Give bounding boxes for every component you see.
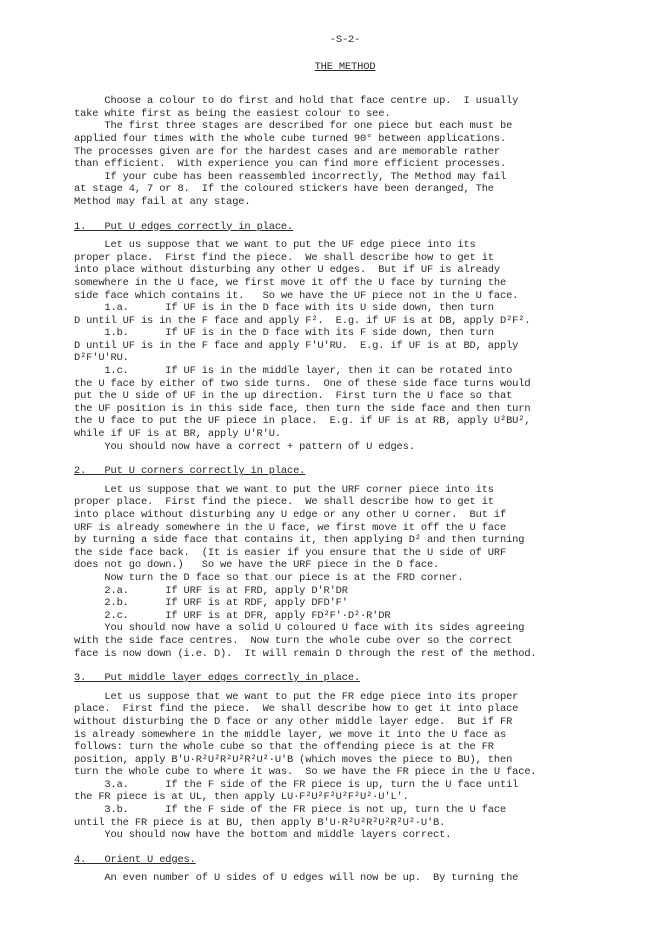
section-number: 4. bbox=[74, 853, 87, 866]
section-3 bbox=[74, 672, 616, 842]
section-line: You should now have a solid U coloured U face with its sides agreeing bbox=[74, 622, 525, 635]
section-line: the UF position is in this side face, then turn the side face and then turn bbox=[74, 402, 531, 415]
section-line: into place without disturbing any other U edges. But if UF is already bbox=[74, 264, 500, 277]
section-line: face is now down (i.e. D). It will remain D through the rest of the method. bbox=[74, 647, 537, 660]
section-heading bbox=[74, 465, 616, 478]
section-line: Now turn the D face so that our piece is at the FRD corner. bbox=[74, 571, 464, 584]
intro-line: The first three stages are described for one piece but each must be bbox=[74, 120, 513, 133]
section-line: 3.b. If the F side of the FR piece is not up, turn the U face bbox=[74, 804, 507, 817]
intro-paragraph bbox=[74, 95, 616, 208]
section-line: Let us suppose that we want to put the FR edge piece into its proper bbox=[74, 690, 519, 703]
section-line: put the U side of UF in the up direction. First turn the U face so that bbox=[74, 390, 513, 403]
section-line: 1.b. If UF is in the D face with its F side down, then turn bbox=[74, 327, 494, 340]
section-line: side face which contains it. So we have the UF piece not in the U face. bbox=[74, 289, 519, 302]
section-line: the U face to put the UF piece in place. E.g. if UF is at RB, apply U²BU², bbox=[74, 415, 531, 428]
section-line: 1.a. If UF is in the D face with its U side down, then turn bbox=[74, 302, 494, 315]
section-heading bbox=[74, 672, 616, 685]
section-line: An even number of U sides of U edges will now be up. By turning the bbox=[74, 872, 519, 885]
intro-line: Choose a colour to do first and hold that face centre up. I usually bbox=[74, 95, 519, 108]
section-line: proper place. First find the piece. We shall describe how to get it bbox=[74, 251, 494, 264]
section-line: without disturbing the D face or any other middle layer edge. But if FR bbox=[74, 715, 513, 728]
section-line: follows: turn the whole cube so that the offending piece is at the FR bbox=[74, 741, 494, 754]
section-number: 3. bbox=[74, 672, 87, 685]
intro-line: applied four times with the whole cube turned 90° between applications. bbox=[74, 132, 507, 145]
section-line: 2.b. If URF is at RDF, apply DFD'F' bbox=[74, 597, 348, 610]
section-line: proper place. First find the piece. We shall describe how to get it bbox=[74, 496, 494, 509]
section-line: the U face by either of two side turns. One of these side face turns would bbox=[74, 377, 531, 390]
section-line: into place without disturbing any U edge or any other U corner. But if bbox=[74, 509, 507, 521]
section-number: 2. bbox=[74, 465, 87, 478]
section-heading bbox=[74, 854, 616, 867]
intro-line: than efficient. With experience you can find more efficient processes. bbox=[74, 158, 507, 171]
section-line: the FR piece is at UL, then apply LU·F²U²F²U²F²U²·U'L'. bbox=[74, 791, 409, 804]
section-heading-text: Put U edges correctly in place. bbox=[104, 220, 294, 233]
section-heading-text: Orient U edges. bbox=[104, 853, 196, 866]
section-1 bbox=[74, 221, 616, 454]
page-title: THE METHOD bbox=[314, 60, 376, 73]
section-4 bbox=[74, 854, 616, 885]
section-line: You should now have the bottom and middle layers correct. bbox=[74, 829, 452, 842]
section-line: until the FR piece is at BU, then apply B'U·R²U²R²U²R²U²·U'B. bbox=[74, 816, 446, 829]
intro-line: take white first as being the easiest colour to see. bbox=[74, 107, 391, 120]
intro-line: Method may fail at any stage. bbox=[74, 195, 251, 208]
intro-line: The processes given are for the hardest cases and are memorable rather bbox=[74, 145, 500, 158]
section-heading-text: Put U corners correctly in place. bbox=[104, 465, 306, 478]
section-line: somewhere in the U face, we first move it off the U face by turning the bbox=[74, 276, 507, 289]
section-2 bbox=[74, 465, 616, 660]
section-line: place. First find the piece. We shall describe how to get it into place bbox=[74, 703, 519, 716]
section-line: Let us suppose that we want to put the UF edge piece into its bbox=[74, 239, 476, 252]
intro-line: at stage 4, 7 or 8. If the coloured stickers have been deranged, The bbox=[74, 183, 494, 196]
section-line: position, apply B'U·R²U²R²U²R²U²·U'B (which moves the piece to BU), then bbox=[74, 753, 513, 766]
section-line: while if UF is at BR, apply U'R'U. bbox=[74, 428, 281, 441]
intro-line: If your cube has been reassembled incorrectly, The Method may fail bbox=[74, 170, 507, 183]
section-line: You should now have a correct + pattern of U edges. bbox=[74, 440, 415, 453]
section-heading-text: Put middle layer edges correctly in place. bbox=[104, 672, 361, 685]
section-line: D until UF is in the F face and apply F². E.g. if UF is at DB, apply D²F². bbox=[74, 314, 531, 327]
section-line: the side face back. (It is easier if you ensure that the U side of URF bbox=[74, 546, 507, 559]
section-line: with the side face centres. Now turn the whole cube over so the correct bbox=[74, 634, 513, 647]
page-number: -S-2- bbox=[329, 34, 361, 46]
section-line: D²F'U'RU. bbox=[74, 352, 129, 365]
section-number: 1. bbox=[74, 220, 87, 233]
section-line: 2.a. If URF is at FRD, apply D'R'DR bbox=[74, 584, 348, 597]
section-line: 3.a. If the F side of the FR piece is up, turn the U face until bbox=[74, 778, 519, 791]
section-line: turn the whole cube to where it was. So we have the FR piece in the U face. bbox=[74, 766, 537, 779]
section-line: URF is already somewhere in the U face, we first move it off the U face bbox=[74, 521, 507, 534]
section-line: by turning a side face that contains it, then applying D² and then turning bbox=[74, 534, 525, 547]
sections-container bbox=[74, 221, 616, 886]
section-line: is already somewhere in the middle layer, we move it into the U face as bbox=[74, 728, 507, 741]
section-line: Let us suppose that we want to put the URF corner piece into its bbox=[74, 483, 494, 496]
section-line: does not go down.) So we have the URF piece in the D face. bbox=[74, 559, 440, 572]
section-line: D until UF is in the F face and apply F'U'RU. E.g. if UF is at BD, apply bbox=[74, 339, 519, 352]
section-line: 2.c. If URF is at DFR, apply FD²F'·D²·R'DR bbox=[74, 609, 391, 622]
section-line: 1.c. If UF is in the middle layer, then it can be rotated into bbox=[74, 365, 513, 378]
section-heading bbox=[74, 221, 616, 234]
